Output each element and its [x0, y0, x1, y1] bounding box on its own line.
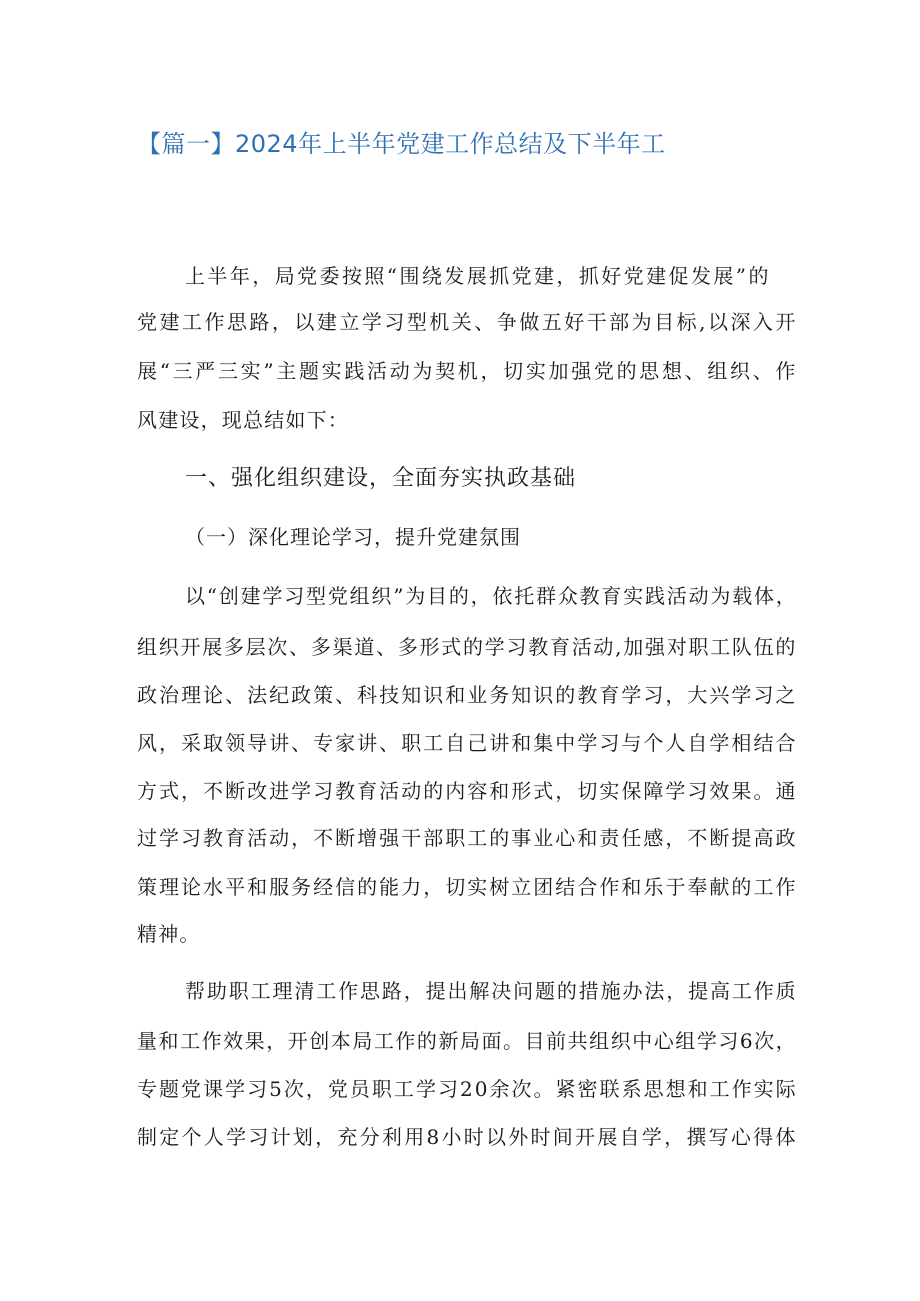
- intro-line-1: 上 半 年 ， 局 党 委 按 照 “ 围 绕 发 展 抓 党 建 ， 抓 好 党 建 促 发 展 ” 的: [185, 264, 770, 288]
- paragraph2-line-3: 专 题 党 课 学 习 5 次 ， 党 员 职 工 学 习 2 0 余 次 。 紧 密 联 系 思 想 和 工 作 实 际: [137, 1077, 797, 1101]
- section-heading: 一、强化组织建设，全面夯实执政基础: [185, 466, 577, 491]
- paragraph1-line-1: 以 “ 创 建 学 习 型 党 组 织 ” 为 目 的 ， 依 托 群 众 教 育 实 践 活 动 为 载 体 ，: [185, 584, 797, 608]
- paragraph1-line-6: 过 学 习 教 育 活 动 ， 不 断 增 强 干 部 职 工 的 事 业 心 和 责 任 感 ， 不 断 提 高 政: [137, 826, 797, 850]
- paragraph1-line-8: 精神。: [137, 922, 201, 946]
- paragraph1-line-3: 政 治 理 论 、 法 纪 政 策 、 科 技 知 识 和 业 务 知 识 的 教 育 学 习 ， 大 兴 学 习 之: [137, 683, 797, 707]
- paragraph1-line-4: 风 ， 采 取 领 导 讲 、 专 家 讲 、 职 工 自 己 讲 和 集 中 学 习 与 个 人 自 学 相 结 合: [137, 731, 797, 755]
- document-title: 【篇一】2024年上半年党建工作总结及下半年工: [137, 130, 666, 158]
- intro-line-4: 风建设，现总结如下：: [137, 408, 349, 432]
- subsection-heading: （一）深化理论学习，提升党建氛围: [185, 525, 521, 549]
- intro-line-3: 展 “ 三 严 三 实 ” 主 题 实 践 活 动 为 契 机 ， 切 实 加 强 党 的 思 想 、 组 织 、 作: [137, 359, 797, 383]
- paragraph2-line-1: 帮 助 职 工 理 清 工 作 思 路 ， 提 出 解 决 问 题 的 措 施 办 法 ， 提 高 工 作 质: [185, 979, 797, 1003]
- paragraph1-line-5: 方 式 ， 不 断 改 进 学 习 教 育 活 动 的 内 容 和 形 式 ， 切 实 保 障 学 习 效 果 。 通: [137, 779, 797, 803]
- paragraph1-line-2: 组 织 开 展 多 层 次 、 多 渠 道 、 多 形 式 的 学 习 教 育 活 动 , 加 强 对 职 工 队 伍 的: [137, 635, 797, 659]
- intro-line-2: 党 建 工 作 思 路 ， 以 建 立 学 习 型 机 关 、 争 做 五 好 干 部 为 目 标 , 以 深 入 开: [137, 310, 797, 334]
- paragraph2-line-2: 量 和 工 作 效 果 ， 开 创 本 局 工 作 的 新 局 面 。 目 前 共 组 织 中 心 组 学 习 6 次 ，: [137, 1029, 797, 1053]
- paragraph1-line-7: 策 理 论 水 平 和 服 务 经 信 的 能 力 ， 切 实 树 立 团 结 合 作 和 乐 于 奉 献 的 工 作: [137, 875, 797, 899]
- paragraph2-line-4: 制 定 个 人 学 习 计 划 ， 充 分 利 用 8 小 时 以 外 时 间 开 展 自 学 ， 撰 写 心 得 体: [137, 1125, 797, 1149]
